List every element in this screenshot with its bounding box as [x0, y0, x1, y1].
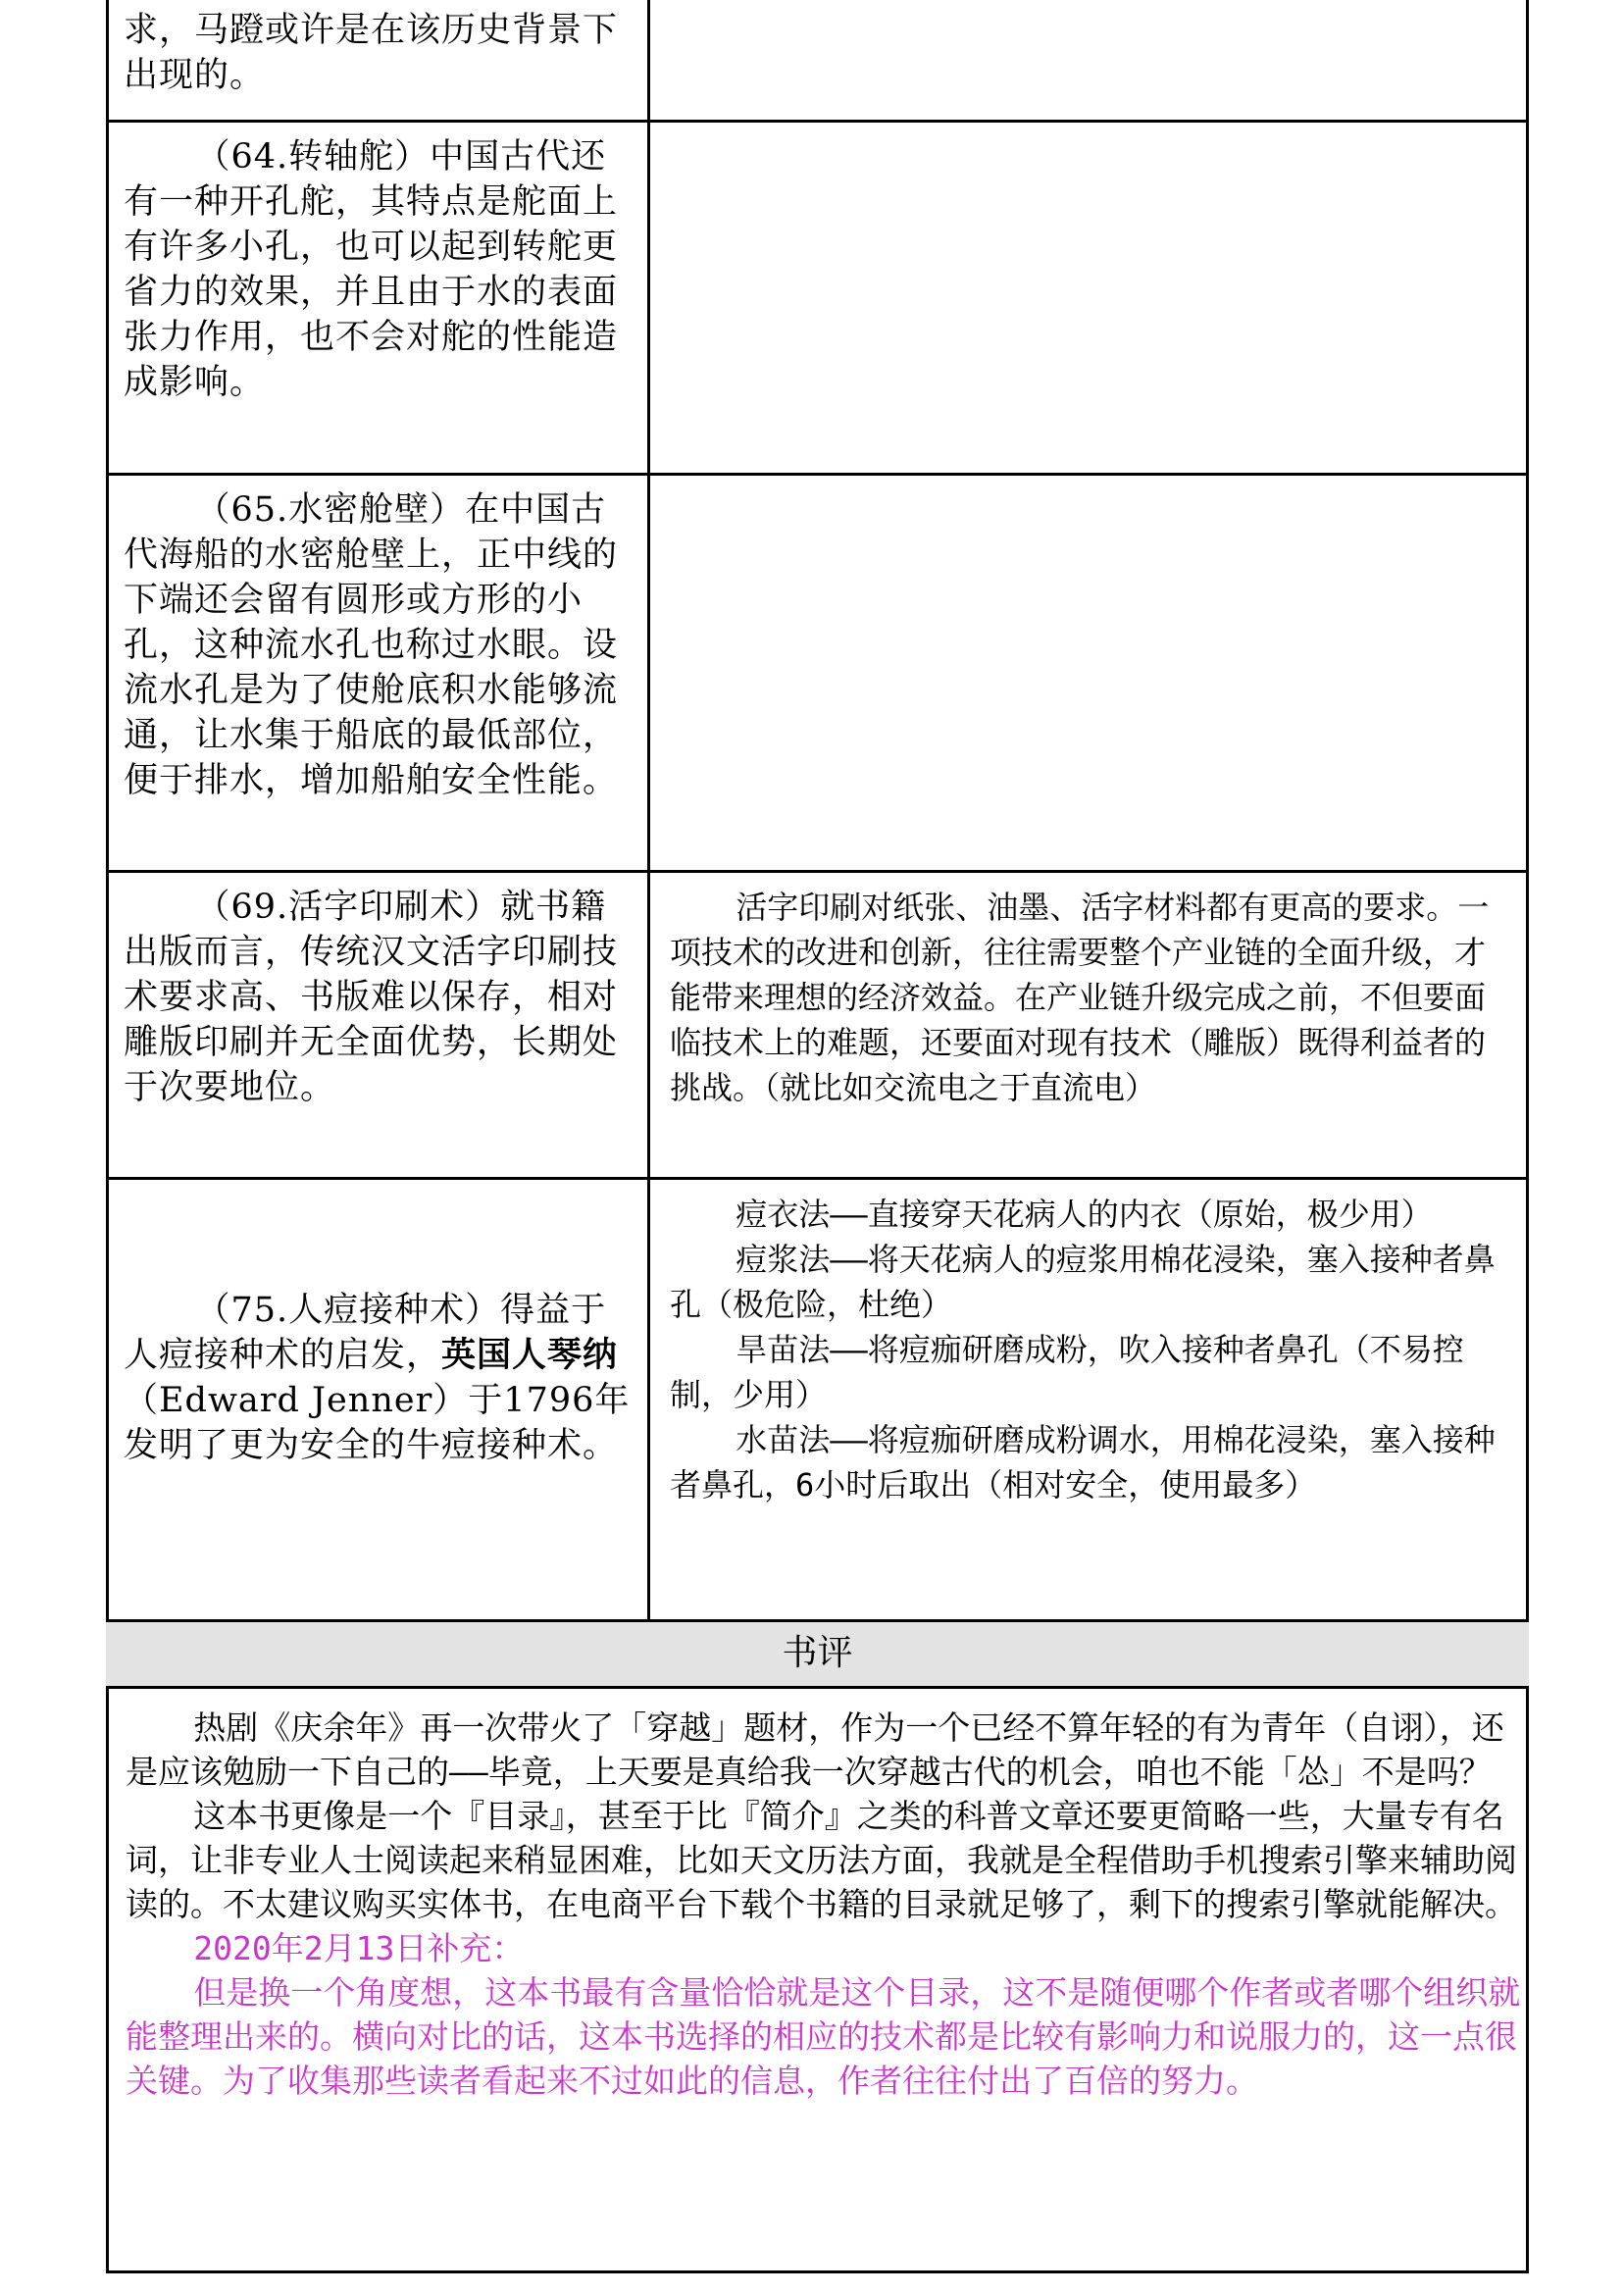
review-paragraph: 热剧《庆余年》再一次带火了「穿越」题材，作为一个已经不算年轻的有为青年（自诩），还是应该勉励一下自己的——毕竟，上天要是真给我一次穿越古代的机会，咱也不能「怂」不是吗？ [126, 1708, 1504, 1791]
table-cell-right [650, 1180, 1529, 1621]
table-row [106, 0, 1529, 122]
table-cell-left [106, 476, 650, 870]
supplement-date: 2020年2月13日补充： [193, 1929, 525, 1967]
table-row [106, 476, 1529, 870]
table-row [106, 873, 1529, 1177]
table-cell-left [106, 123, 650, 473]
cell-text: （75.人痘接种术）得益于人痘接种术的启发，英国人琴纳（Edward Jenner）于1796年发明了更为安全的牛痘接种术。 [124, 1291, 631, 1465]
supplement-text: 但是换一个角度想，这本书最有含量恰恰就是这个目录，这不是随便哪个作者或者哪个组织就能整理出来的。横向对比的话，这本书选择的相应的技术都是比较有影响力和说服力的，这一点很关键。为了收集那些读者看起来不过如此的信息，作者往往付出了百倍的努力。 [126, 1973, 1521, 2100]
cell-text: 活字印刷对纸张、油墨、活字材料都有更高的要求。一项技术的改进和创新，往往需要整个产业链的全面升级，才能带来理想的经济效益。在产业链升级完成之前，不但要面临技术上的难题，还要面对现有技术（雕版）既得利益者的挑战。（就比如交流电之于直流电） [670, 889, 1490, 1106]
table-row [106, 1180, 1529, 1621]
table-cell-left [106, 0, 650, 122]
book-review [126, 1706, 1526, 2103]
cell-text: 痘衣法——直接穿天花病人的内衣（原始，极少用） [736, 1196, 1433, 1233]
table-row [106, 123, 1529, 473]
cell-text: 旱苗法——将痘痂研磨成粉，吹入接种者鼻孔（不易控制，少用） [670, 1331, 1464, 1413]
table-cell-right [650, 476, 1529, 870]
table-cell-right [650, 123, 1529, 473]
cell-text: 水苗法——将痘痂研磨成粉调水，用棉花浸染，塞入接种者鼻孔，6小时后取出（相对安全，使用最多） [670, 1421, 1496, 1504]
cell-text: 求，马蹬或许是在该历史背景下出现的。 [124, 11, 619, 95]
cell-text: （65.水密舱壁）在中国古代海船的水密舱壁上，正中线的下端还会留有圆形或方形的小孔，这种流水孔也称过水眼。设流水孔是为了使舱底积水能够流通，让水集于船底的最低部位，便于排水，增加船舶安全性能。 [124, 490, 619, 800]
cell-text: （69.活字印刷术）就书籍出版而言，传统汉文活字印刷技术要求高、书版难以保存，相对雕版印刷并无全面优势，长期处于次要地位。 [124, 888, 619, 1107]
table-cell-left [106, 1180, 650, 1621]
table-cell-right [650, 0, 1529, 122]
section-title: 书评 [106, 1619, 1529, 1689]
table-cell-left [106, 873, 650, 1177]
review-paragraph: 这本书更像是一个『目录』，甚至于比『简介』之类的科普文章还要更简略一些，大量专有名词，让非专业人士阅读起来稍显困难，比如天文历法方面，我就是全程借助手机搜索引擎来辅助阅读的。不太建议购买实体书，在电商平台下载个书籍的目录就足够了，剩下的搜索引擎就能解决。 [126, 1797, 1517, 1923]
table-cell-right [650, 873, 1529, 1177]
highlight-name: 英国人琴纳 [441, 1336, 619, 1375]
cell-text: （64.转轴舵）中国古代还有一种开孔舵，其特点是舵面上有许多小孔，也可以起到转舵更省力的效果，并且由于水的表面张力作用，也不会对舵的性能造成影响。 [124, 137, 619, 402]
cell-text: 痘浆法——将天花病人的痘浆用棉花浸染，塞入接种者鼻孔（极危险，杜绝） [670, 1241, 1496, 1323]
